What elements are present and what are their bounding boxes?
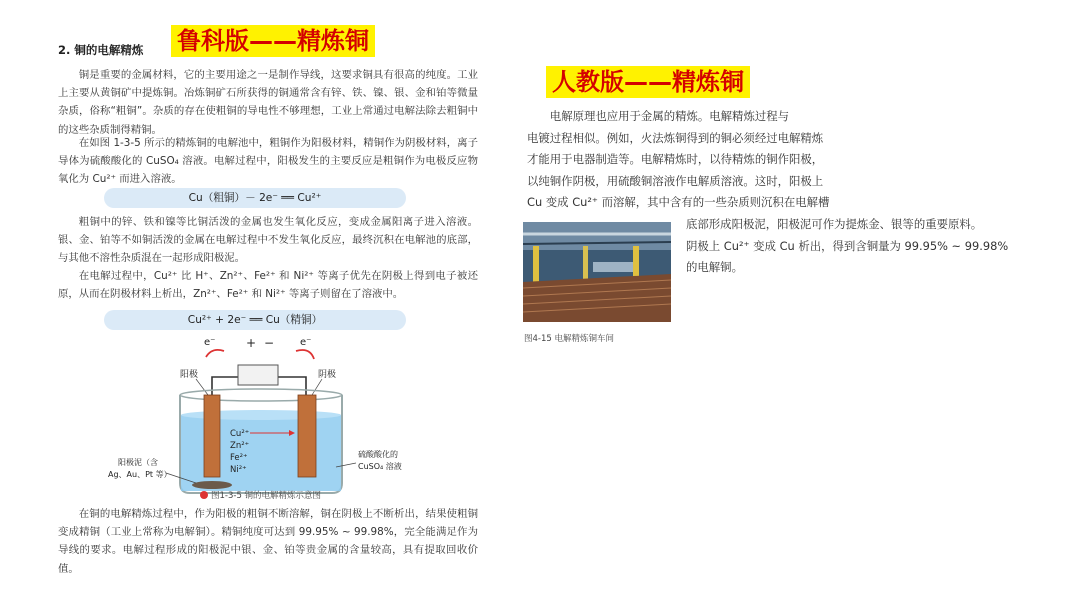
anode-label: 阳极 bbox=[180, 370, 199, 380]
ion-zn: Zn²⁺ bbox=[230, 441, 250, 451]
figure-marker-icon bbox=[200, 491, 208, 499]
right-line: 才能用于电器制造等。电解精炼时，以待精炼的铜作阳极， bbox=[527, 152, 824, 167]
figure-caption-text: 图1-3-5 铜的电解精炼示意图 bbox=[211, 491, 322, 501]
ion-ni: Ni²⁺ bbox=[230, 465, 247, 475]
equation-cathode: Cu²⁺ + 2e⁻ ══ Cu（精铜） bbox=[104, 310, 406, 330]
right-line: 以纯铜作阴极，用硫酸铜溶液作电解质溶液。这时，阳极上 bbox=[527, 173, 824, 188]
paragraph-5: 在铜的电解精炼过程中，作为阳极的粗铜不断溶解，铜在阴极上不断析出，结果使粗铜变成精铜（工业上常称为电解铜）。精铜纯度可达到 99.95% ~ 99.98%，完全能满足作为导线的要求。电解过程形成的阳极泥中银、金、铂等贵金属的含量较高，具有提取回收价值。 bbox=[58, 508, 478, 575]
electrolysis-diagram bbox=[100, 333, 420, 503]
right-line: 阴极上 Cu²⁺ 变成 Cu 析出，得到含铜量为 99.95% ~ 99.98% bbox=[686, 238, 1009, 253]
paragraph-4: 在电解过程中，Cu²⁺ 比 H⁺、Zn²⁺、Fe²⁺ 和 Ni²⁺ 等离子优先在阴极上得到电子被还原，从而在阴极材料上析出，Zn²⁺、Fe²⁺ 和 Ni²⁺ 等离子则留在了溶液中。 bbox=[58, 270, 478, 301]
electron-left: e⁻ bbox=[204, 337, 216, 348]
right-line: 的电解铜。 bbox=[686, 260, 743, 275]
anode-sludge bbox=[192, 481, 232, 489]
arrow-right-icon bbox=[296, 350, 314, 359]
photo-caption: 图4-15 电解精炼铜车间 bbox=[524, 334, 614, 344]
workshop-photo bbox=[523, 222, 671, 322]
ion-fe: Fe²⁺ bbox=[230, 453, 248, 463]
right-text-side bbox=[686, 214, 1016, 279]
figure-caption bbox=[200, 489, 321, 501]
cathode-label: 阴极 bbox=[318, 370, 337, 380]
right-line: 底部形成阳极泥，阳极泥可作为提炼金、银等的重要原料。 bbox=[686, 217, 983, 231]
plus-sign: + bbox=[246, 336, 257, 350]
power-source bbox=[238, 365, 278, 385]
paragraph-2: 在如图 1-3-5 所示的精炼铜的电解池中，粗铜作为阳极材料，精铜作为阴极材料，离子导体为硫酸酸化的 CuSO₄ 溶液。电解过程中，阳极发生的主要反应是粗铜作为电极反应物氧化为 Cu²⁺ 而进入溶液。 bbox=[58, 137, 478, 186]
paragraph-1: 铜是重要的金属材料，它的主要用途之一是制作导线，这要求铜具有很高的纯度。工业上主要从黄铜矿中提炼铜。冶炼铜矿石所获得的铜通常含有锌、铁、镍、银、金和铂等微量杂质，俗称“粗铜”。杂质的存在使粗铜的导电性不够理想，工业上常通过电解法除去粗铜中的这些杂质制得精铜。 bbox=[58, 69, 478, 136]
banner-renjiaoban: 人教版——精炼铜 bbox=[546, 66, 750, 98]
anode-crude-copper bbox=[204, 395, 220, 477]
right-line: Cu 变成 Cu²⁺ 而溶解，其中含有的一些杂质则沉积在电解槽 bbox=[527, 195, 830, 210]
solution-label-1: 硫酸酸化的 bbox=[358, 450, 398, 459]
electron-right: e⁻ bbox=[300, 337, 312, 348]
ion-cu: Cu²⁺ bbox=[230, 429, 250, 439]
section-title: 2. 铜的电解精炼 bbox=[58, 43, 144, 57]
equation-anode: Cu（粗铜）－ 2e⁻ ══ Cu²⁺ bbox=[104, 188, 406, 208]
solution-label-2: CuSO₄ 溶液 bbox=[358, 462, 402, 471]
paragraph-3: 粗铜中的锌、铁和镍等比铜活泼的金属也发生氧化反应，变成金属阳离子进入溶液。银、金、铂等不如铜活泼的金属在电解过程中不发生氧化反应，最终沉积在电解池的底部，与其他不溶性杂质混在一起形成阳极泥。 bbox=[58, 216, 478, 265]
arrow-left-icon bbox=[206, 350, 224, 357]
right-line: 电镀过程相似。例如，火法炼铜得到的铜必须经过电解精炼 bbox=[527, 130, 824, 145]
banner-lukeban: 鲁科版——精炼铜 bbox=[171, 25, 375, 57]
minus-sign: − bbox=[264, 336, 275, 350]
sludge-label-2: Ag、Au、Pt 等） bbox=[108, 470, 172, 479]
right-line: 电解原理也应用于金属的精炼。电解精炼过程与 bbox=[549, 109, 790, 123]
sludge-label-1: 阳极泥（含 bbox=[118, 458, 158, 467]
cathode-pure-copper bbox=[298, 395, 316, 477]
right-text-top bbox=[527, 106, 857, 214]
